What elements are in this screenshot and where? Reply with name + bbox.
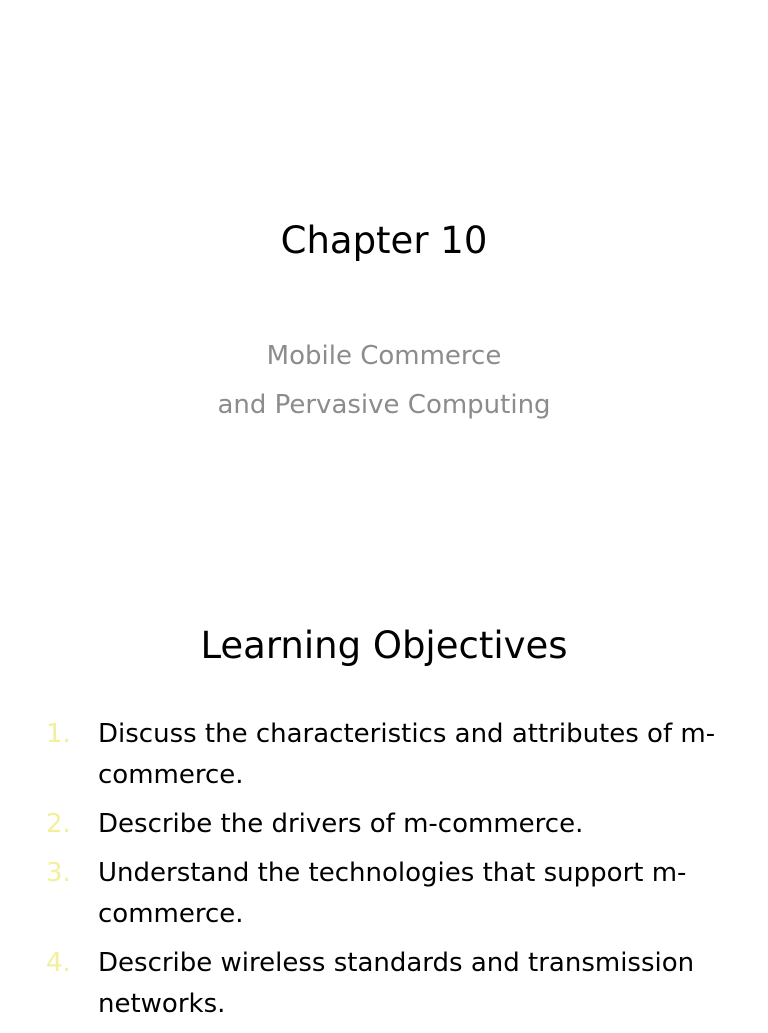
list-item — [46, 943, 726, 1025]
subtitle-line: Mobile Commerce — [266, 341, 502, 371]
slide-subtitle — [0, 332, 768, 430]
list-number: 3. — [46, 858, 71, 888]
list-item — [46, 853, 726, 935]
objectives-slide — [0, 576, 768, 1024]
list-number: 4. — [46, 948, 71, 978]
list-text: Understand the technologies that support m-commerce. — [98, 858, 687, 929]
subtitle-line: and Pervasive Computing — [217, 390, 551, 420]
slide-title: Chapter 10 — [280, 219, 488, 262]
list-text: Describe wireless standards and transmission networks. — [98, 948, 695, 1019]
slide-title: Learning Objectives — [200, 624, 568, 667]
list-text: Discuss the characteristics and attributes of m-commerce. — [98, 719, 716, 790]
list-text: Describe the drivers of m-commerce. — [98, 809, 584, 839]
list-item — [46, 804, 726, 845]
objectives-list — [46, 714, 726, 1033]
list-number: 2. — [46, 809, 71, 839]
list-item — [46, 714, 726, 796]
list-number: 1. — [46, 719, 71, 749]
